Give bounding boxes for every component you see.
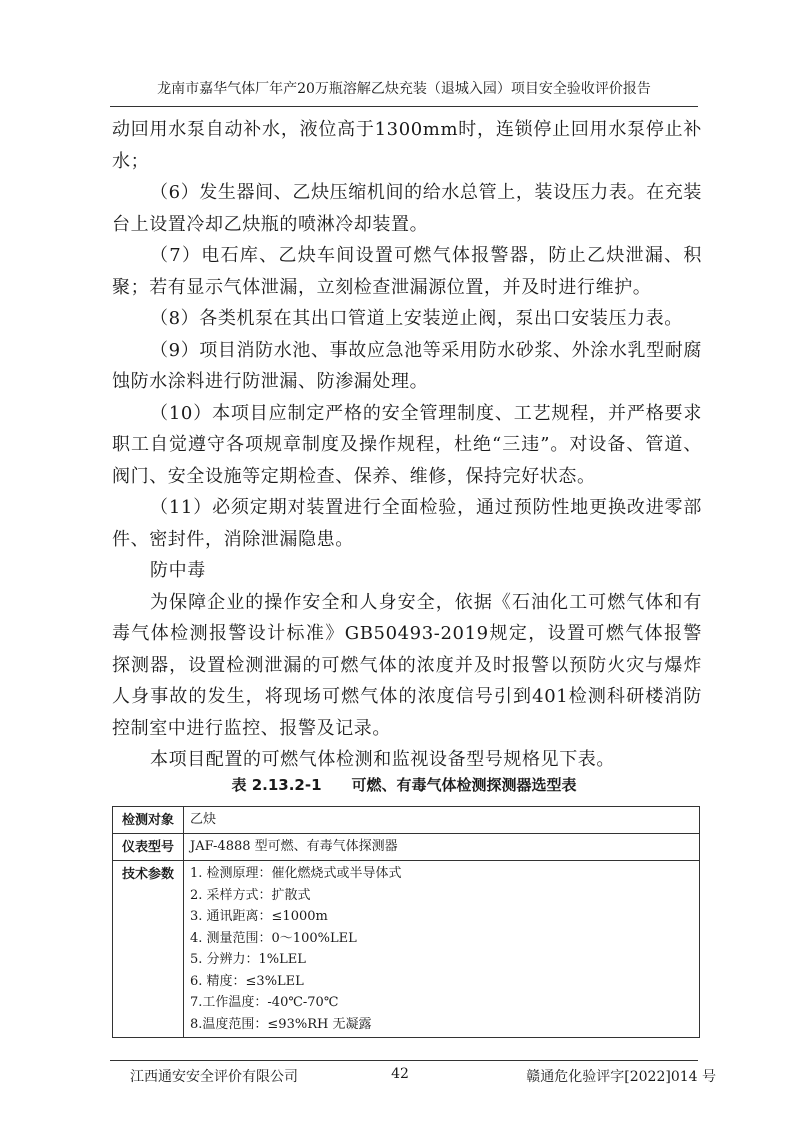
body-paragraph: 防中毒 <box>150 560 206 581</box>
body-paragraph: （8）各类机泵在其出口管道上安装逆止阀，泵出口安装压力表。 <box>150 308 683 329</box>
table-value-cell: 乙炔 <box>184 807 700 834</box>
detector-spec-table <box>112 806 700 1038</box>
table-label-cell: 技术参数 <box>113 861 184 1038</box>
page-header-title: 龙南市嘉华气体厂年产20万瓶溶解乙炔充装（退城入园）项目安全验收评价报告 <box>157 81 651 97</box>
body-paragraph: 为保障企业的操作安全和人身安全，依据《石油化工可燃气体和有毒气体检测报警设计标准》GB50493-2019规定，设置可燃气体报警探测器，设置检测泄漏的可燃气体的浓度并及时报警以预防火灾与爆炸人身事故的发生，将现场可燃气体的浓度信号引到401检测科研楼消防控制室中进行监控、报警及记录。 <box>112 591 702 739</box>
table-row <box>113 861 700 1038</box>
table-row <box>113 807 700 834</box>
footer-divider <box>110 1060 698 1061</box>
body-paragraph: （7）电石库、乙炔车间设置可燃气体报警器，防止乙炔泄漏、积聚；若有显示气体泄漏，立刻检查泄漏源位置，并及时进行维护。 <box>112 245 702 298</box>
body-paragraph: （11）必须定期对装置进行全面检验，通过预防性地更换改进零部件、密封件，消除泄漏隐患。 <box>112 497 702 550</box>
table-value-cell: JAF-4888 型可燃、有毒气体探测器 <box>184 834 700 861</box>
tech-param-item: 7.工作温度：-40℃-70℃ <box>190 995 339 1010</box>
tech-params-cell <box>184 861 700 1038</box>
footer-company: 江西通安安全评价有限公司 <box>130 1069 298 1085</box>
body-paragraph: 动回用水泵自动补水，液位高于1300mm时，连锁停止回用水泵停止补水； <box>112 119 702 172</box>
tech-param-item: 3. 通讯距离：≤1000m <box>190 909 328 924</box>
tech-param-item: 4. 测量范围：0～100%LEL <box>190 930 357 946</box>
tech-param-item: 8.温度范围：≤93%RH 无凝露 <box>190 1016 372 1032</box>
table-caption: 表 2.13.2-1 可燃、有毒气体检测探测器选型表 <box>231 776 577 794</box>
page-number: 42 <box>391 1066 409 1082</box>
tech-param-item: 1. 检测原理：催化燃烧式或半导体式 <box>190 866 402 881</box>
tech-param-item: 2. 采样方式：扩散式 <box>190 887 311 903</box>
body-paragraph: （9）项目消防水池、事故应急池等采用防水砂浆、外涂水乳型耐腐蚀防水涂料进行防泄漏、防渗漏处理。 <box>112 339 702 392</box>
table-row <box>113 834 700 861</box>
tech-param-item: 6. 精度：≤3%LEL <box>190 973 304 989</box>
body-paragraph: 本项目配置的可燃气体检测和监视设备型号规格见下表。 <box>150 749 615 770</box>
tech-param-item: 5. 分辨力：1%LEL <box>190 952 306 967</box>
body-paragraph: （6）发生器间、乙炔压缩机间的给水总管上，装设压力表。在充装台上设置冷却乙炔瓶的喷淋冷却装置。 <box>112 182 702 235</box>
footer-doc-number: 赣通危化验评字[2022]014 号 <box>526 1069 716 1085</box>
header-divider <box>110 106 698 107</box>
body-paragraph: （10）本项目应制定严格的安全管理制度、工艺规程，并严格要求职工自觉遵守各项规章制度及操作规程，杜绝“三违”。对设备、管道、阀门、安全设施等定期检查、保养、维修，保持完好状态。 <box>112 402 702 487</box>
body-text <box>112 114 702 776</box>
table-label-cell: 仪表型号 <box>113 834 184 861</box>
table-label-cell: 检测对象 <box>113 807 184 834</box>
